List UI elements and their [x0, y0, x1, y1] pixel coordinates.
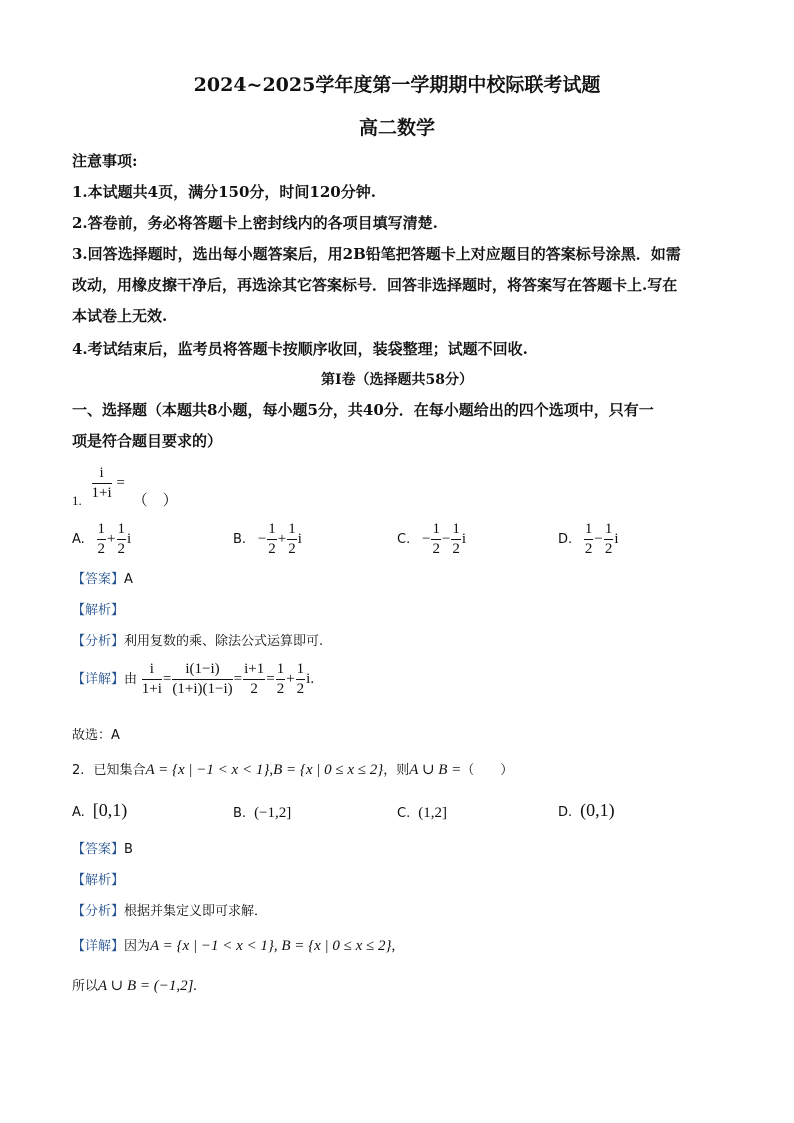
q1-answer-line [72, 568, 133, 587]
q1-choose: 故选：A [72, 728, 120, 743]
stem-fraction [92, 466, 112, 501]
fenxi-tag: 【分析】 [72, 904, 125, 919]
notice-item-2: 2.答卷前，务必将答题卡上密封线内的各项目填写清楚. [72, 214, 438, 232]
operator: − [441, 530, 451, 547]
q1-analysis-tag: 【解析】 [72, 603, 125, 618]
numerator: 1 [267, 522, 277, 540]
detail-tag: 【详解】 [72, 671, 125, 687]
option-fraction [451, 522, 461, 557]
numerator: 1 [97, 522, 107, 540]
option-fraction [267, 522, 277, 557]
question-2-stem [72, 759, 513, 779]
q2-conclusion-line [72, 975, 197, 995]
option-fraction [97, 522, 107, 557]
q2-answer-line [72, 838, 133, 857]
imaginary-unit: i. [306, 670, 315, 687]
numerator: 1 [117, 522, 127, 540]
answer-paren: （ ） [461, 763, 514, 778]
q2-analysis-tag: 【解析】 [72, 873, 125, 888]
option-letter: B. [233, 531, 247, 547]
numerator: i [142, 662, 162, 680]
option-fraction [287, 522, 297, 557]
denominator: 1+i [141, 681, 162, 697]
denominator: 2 [97, 541, 106, 557]
denominator: 2 [288, 541, 296, 557]
sign: − [257, 530, 267, 547]
option-value: (−1,2] [254, 805, 292, 821]
option-value: (1,2] [418, 805, 447, 821]
option-letter: D. [558, 805, 573, 820]
set-b: B = {x | 0 ≤ x ≤ 2} [273, 762, 384, 778]
denominator: 2 [584, 541, 593, 557]
q2-option-c [397, 802, 447, 822]
detail-fraction [296, 662, 306, 697]
operator: + [277, 530, 287, 547]
notice-item-4: 4.考试结束后，监考员将答题卡按顺序收回，装袋整理；试题不回收. [72, 340, 528, 358]
numerator: 1 [287, 522, 297, 540]
q1-detail-line [72, 662, 314, 697]
numerator: i(1−i) [172, 662, 232, 680]
denominator: 2 [117, 541, 126, 557]
option-letter: D. [558, 531, 573, 547]
option-letter: B. [233, 806, 247, 821]
option-fraction [604, 522, 614, 557]
equals: = [266, 670, 275, 687]
detail-fraction [276, 662, 286, 697]
q1-option-b [233, 522, 302, 557]
imaginary-unit: i [127, 530, 132, 547]
denominator: 2 [432, 541, 440, 557]
answer-value: A [124, 572, 133, 587]
q2-option-d [558, 800, 615, 821]
option-fraction [584, 522, 594, 557]
denominator: 2 [296, 681, 305, 697]
section-heading-line-2: 项是符合题目要求的） [72, 432, 223, 450]
answer-tag: 【答案】 [72, 572, 125, 587]
option-value: (0,1) [580, 800, 615, 820]
denominator: 2 [268, 541, 276, 557]
q1-option-c [397, 522, 466, 557]
stem-numerator: i [92, 466, 112, 484]
q2-fenxi-line [72, 900, 267, 919]
question-number: 1. [72, 492, 82, 508]
q1-option-a [72, 522, 131, 557]
answer-paren: （ ） [132, 492, 178, 509]
option-fraction [117, 522, 127, 557]
detail-tag: 【详解】 [72, 939, 125, 954]
comma: , [269, 762, 274, 778]
q2-option-b [233, 802, 291, 822]
question-1-stem [72, 465, 178, 509]
equals: = [233, 670, 243, 687]
equals: = [162, 670, 172, 687]
detail-fraction [243, 662, 265, 697]
denominator: (1+i)(1−i) [172, 681, 233, 697]
numerator: 1 [276, 662, 286, 680]
option-letter: A. [72, 805, 85, 820]
operator: − [594, 530, 603, 547]
operator: + [107, 530, 116, 547]
union-expression: A ∪ B = [409, 762, 462, 778]
imaginary-unit: i [614, 530, 619, 547]
notice-heading: 注意事项: [72, 152, 138, 170]
fenxi-text: 利用复数的乘、除法公式运算即可. [124, 634, 324, 649]
option-letter: C. [397, 531, 411, 547]
set-a: A = {x | −1 < x < 1} [145, 762, 270, 778]
answer-value: B [124, 842, 133, 857]
question-number: 2. [72, 763, 85, 778]
subject-title: 高二数学 [358, 117, 435, 139]
denominator: 2 [250, 681, 258, 697]
numerator: 1 [296, 662, 306, 680]
q2-detail-line [72, 935, 395, 955]
numerator: 1 [604, 522, 614, 540]
stem-then: ，则 [383, 763, 410, 778]
denominator: 2 [276, 681, 285, 697]
detail-end: , [391, 938, 396, 954]
option-letter: A. [72, 531, 85, 547]
imaginary-unit: i [297, 530, 302, 547]
detail-prefix: 因为 [124, 939, 151, 954]
fenxi-tag: 【分析】 [72, 634, 125, 649]
conclusion: A ∪ B = (−1,2]. [98, 978, 198, 994]
sign: − [421, 530, 431, 547]
conclusion-prefix: 所以 [72, 979, 99, 994]
answer-tag: 【答案】 [72, 842, 125, 857]
notice-item-3-line-1: 3.回答选择题时，选出每小题答案后，用2B铅笔把答题卡上对应题目的答案标号涂黑．如需 [72, 245, 681, 263]
q1-option-d [558, 522, 619, 557]
stem-equals: = [116, 474, 125, 491]
plus: + [286, 670, 295, 687]
notice-item-3-line-3: 本试卷上无效. [72, 307, 168, 325]
denominator: 2 [452, 541, 460, 557]
option-letter: C. [397, 806, 411, 821]
notice-item-3-line-2: 改动，用橡皮擦干净后，再选涂其它答案标号．回答非选择题时，将答案写在答题卡上.写在 [72, 276, 678, 294]
q2-option-a [72, 800, 127, 821]
numerator: 1 [431, 522, 441, 540]
fenxi-text: 根据并集定义即可求解． [124, 904, 268, 919]
option-fraction [431, 522, 441, 557]
exam-title: 2024~2025学年度第一学期期中校际联考试题 [193, 74, 601, 96]
detail-sets: A = {x | −1 < x < 1}, B = {x | 0 ≤ x ≤ 2} [150, 938, 392, 954]
q1-fenxi-line [72, 630, 323, 649]
section-heading-line-1: 一、选择题（本题共8小题，每小题5分，共40分．在每小题给出的四个选项中，只有一 [72, 401, 654, 419]
imaginary-unit: i [461, 530, 467, 547]
stem-denominator: 1+i [91, 485, 112, 501]
option-value: [0,1) [92, 800, 128, 820]
detail-fraction [172, 662, 232, 697]
numerator: 1 [584, 522, 594, 540]
numerator: 1 [451, 522, 461, 540]
numerator: i+1 [243, 662, 265, 680]
notice-item-1: 1.本试题共4页，满分150分，时间120分钟. [72, 183, 376, 201]
part-title: 第I卷（选择题共58分） [320, 372, 474, 388]
detail-fraction [142, 662, 162, 697]
detail-prefix: 由 [124, 671, 138, 687]
denominator: 2 [604, 541, 613, 557]
stem-prefix: 已知集合 [93, 763, 146, 778]
